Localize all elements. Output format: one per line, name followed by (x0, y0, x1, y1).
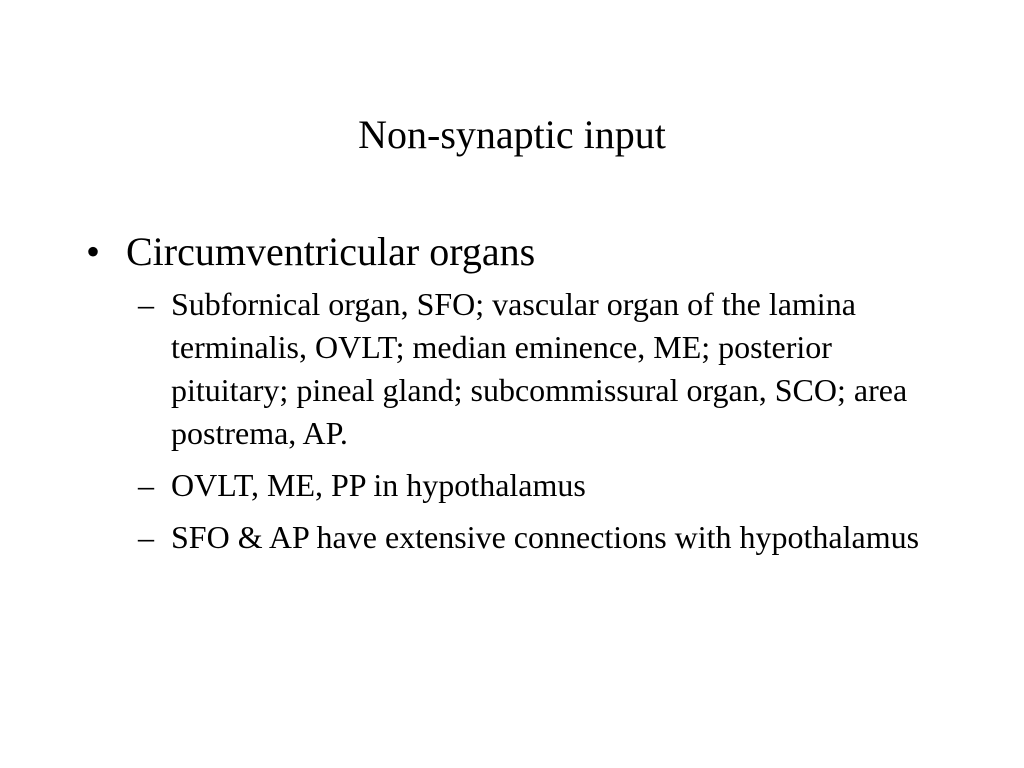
sub-bullet-text: OVLT, ME, PP in hypothalamus (171, 467, 586, 503)
dash-marker: – (138, 286, 154, 322)
sub-bullet-item (138, 464, 928, 507)
main-bullet-list (86, 226, 946, 278)
sub-bullet-text: SFO & AP have extensive connections with hypothalamus (171, 519, 920, 555)
main-bullet-text: Circumventricular organs (126, 229, 536, 274)
dash-marker: – (138, 467, 154, 503)
sub-bullet-item (138, 283, 928, 455)
slide-title: Non-synaptic input (358, 112, 666, 157)
sub-bullet-item (138, 516, 928, 559)
sub-bullet-list (138, 283, 928, 568)
dash-marker: – (138, 519, 154, 555)
sub-bullet-text: Subfornical organ, SFO; vascular organ of the lamina terminalis, OVLT; median eminence, ME; posterior pituitary; pineal gland; subcommissural organ, SCO; area postrema, AP. (171, 286, 908, 451)
bullet-marker: • (86, 229, 101, 274)
main-bullet-item (86, 226, 946, 278)
